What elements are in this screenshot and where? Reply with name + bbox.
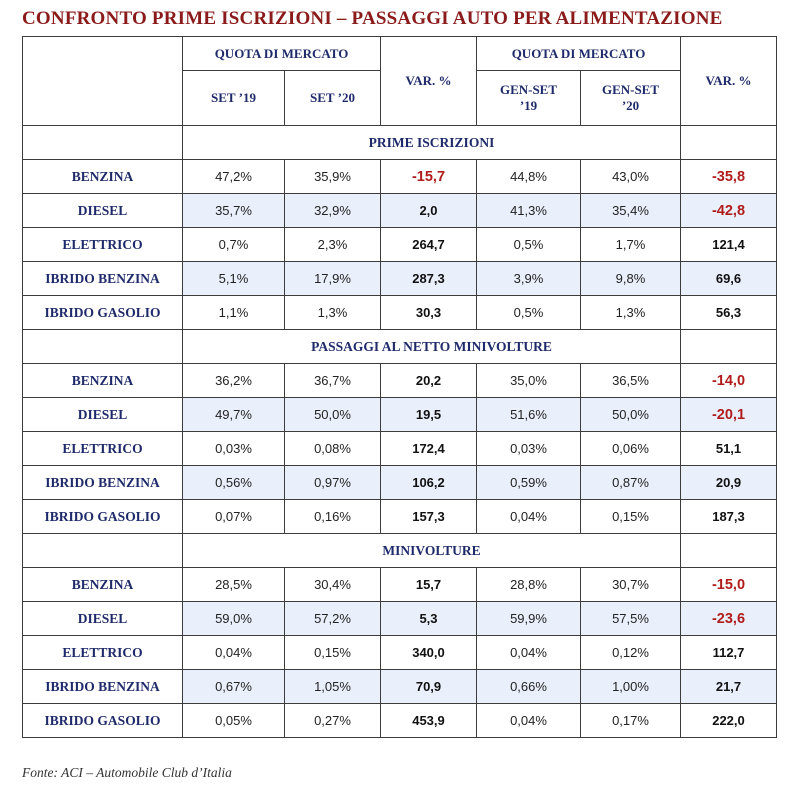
share-cell: 41,3% <box>477 194 581 228</box>
section-empty-right <box>681 330 777 364</box>
var-cell: 287,3 <box>381 262 477 296</box>
corner-cell <box>23 37 183 126</box>
var-cell: 112,7 <box>681 636 777 670</box>
share-cell: 0,03% <box>477 432 581 466</box>
row-label: DIESEL <box>23 398 183 432</box>
share-cell: 28,8% <box>477 568 581 602</box>
share-cell: 17,9% <box>285 262 381 296</box>
var-cell: 69,6 <box>681 262 777 296</box>
table-row <box>23 432 777 466</box>
share-cell: 5,1% <box>183 262 285 296</box>
row-label: ELETTRICO <box>23 636 183 670</box>
share-cell: 0,04% <box>477 704 581 738</box>
share-cell: 0,04% <box>183 636 285 670</box>
row-label: DIESEL <box>23 194 183 228</box>
var-cell: 56,3 <box>681 296 777 330</box>
share-cell: 1,05% <box>285 670 381 704</box>
section-empty-left <box>23 126 183 160</box>
var-header-ytd: VAR. % <box>681 37 777 126</box>
source-note: Fonte: ACI – Automobile Club d’Italia <box>22 765 232 780</box>
var-cell: 20,2 <box>381 364 477 398</box>
share-cell: 1,3% <box>581 296 681 330</box>
share-cell: 0,03% <box>183 432 285 466</box>
share-cell: 0,16% <box>285 500 381 534</box>
share-cell: 0,04% <box>477 500 581 534</box>
table-row <box>23 704 777 738</box>
table-row <box>23 466 777 500</box>
col-header-set20: SET ’20 <box>285 71 381 126</box>
var-cell: -15,7 <box>381 160 477 194</box>
fuel-comparison-table <box>22 36 777 738</box>
col-header-genset20 <box>581 71 681 126</box>
var-cell: 19,5 <box>381 398 477 432</box>
var-cell: 340,0 <box>381 636 477 670</box>
share-cell: 36,7% <box>285 364 381 398</box>
var-cell: 264,7 <box>381 228 477 262</box>
table-row <box>23 670 777 704</box>
var-cell: -20,1 <box>681 398 777 432</box>
share-cell: 2,3% <box>285 228 381 262</box>
row-label: IBRIDO GASOLIO <box>23 704 183 738</box>
var-cell: -15,0 <box>681 568 777 602</box>
table-row <box>23 568 777 602</box>
row-label: BENZINA <box>23 568 183 602</box>
row-label: IBRIDO BENZINA <box>23 466 183 500</box>
share-cell: 28,5% <box>183 568 285 602</box>
share-cell: 0,05% <box>183 704 285 738</box>
table-row <box>23 296 777 330</box>
var-cell: 15,7 <box>381 568 477 602</box>
share-cell: 35,0% <box>477 364 581 398</box>
row-label: DIESEL <box>23 602 183 636</box>
var-cell: 106,2 <box>381 466 477 500</box>
share-cell: 0,67% <box>183 670 285 704</box>
table-row <box>23 602 777 636</box>
table-body <box>23 37 777 738</box>
var-cell: 2,0 <box>381 194 477 228</box>
var-cell: 172,4 <box>381 432 477 466</box>
section-row-minivolture <box>23 534 777 568</box>
var-cell: 121,4 <box>681 228 777 262</box>
section-title: MINIVOLTURE <box>183 534 681 568</box>
share-cell: 1,3% <box>285 296 381 330</box>
share-cell: 0,5% <box>477 228 581 262</box>
share-cell: 0,59% <box>477 466 581 500</box>
share-cell: 9,8% <box>581 262 681 296</box>
share-cell: 0,17% <box>581 704 681 738</box>
share-cell: 0,04% <box>477 636 581 670</box>
share-cell: 3,9% <box>477 262 581 296</box>
share-cell: 35,4% <box>581 194 681 228</box>
quota-mercato-header-ytd: QUOTA DI MERCATO <box>477 37 681 71</box>
row-label: ELETTRICO <box>23 228 183 262</box>
table-title: CONFRONTO PRIME ISCRIZIONI – PASSAGGI AUTO PER ALIMENTAZIONE <box>22 8 723 29</box>
section-empty-right <box>681 534 777 568</box>
share-cell: 59,9% <box>477 602 581 636</box>
share-cell: 0,07% <box>183 500 285 534</box>
share-cell: 51,6% <box>477 398 581 432</box>
var-cell: 21,7 <box>681 670 777 704</box>
row-label: BENZINA <box>23 160 183 194</box>
share-cell: 49,7% <box>183 398 285 432</box>
share-cell: 1,1% <box>183 296 285 330</box>
share-cell: 35,7% <box>183 194 285 228</box>
var-cell: 187,3 <box>681 500 777 534</box>
var-cell: -23,6 <box>681 602 777 636</box>
share-cell: 30,4% <box>285 568 381 602</box>
share-cell: 36,5% <box>581 364 681 398</box>
share-cell: 50,0% <box>581 398 681 432</box>
share-cell: 50,0% <box>285 398 381 432</box>
row-label: IBRIDO BENZINA <box>23 670 183 704</box>
var-cell: -42,8 <box>681 194 777 228</box>
share-cell: 0,5% <box>477 296 581 330</box>
col-header-set19: SET ’19 <box>183 71 285 126</box>
share-cell: 0,87% <box>581 466 681 500</box>
share-cell: 0,06% <box>581 432 681 466</box>
share-cell: 0,56% <box>183 466 285 500</box>
share-cell: 0,08% <box>285 432 381 466</box>
share-cell: 32,9% <box>285 194 381 228</box>
share-cell: 0,97% <box>285 466 381 500</box>
share-cell: 35,9% <box>285 160 381 194</box>
col-header-genset19 <box>477 71 581 126</box>
share-cell: 0,27% <box>285 704 381 738</box>
share-cell: 0,66% <box>477 670 581 704</box>
table-row <box>23 636 777 670</box>
var-cell: 453,9 <box>381 704 477 738</box>
col-header-genset20-text: GEN-SET ’20 <box>601 82 660 113</box>
row-label: IBRIDO GASOLIO <box>23 500 183 534</box>
row-label: ELETTRICO <box>23 432 183 466</box>
share-cell: 36,2% <box>183 364 285 398</box>
row-label: IBRIDO GASOLIO <box>23 296 183 330</box>
share-cell: 44,8% <box>477 160 581 194</box>
table-row <box>23 364 777 398</box>
section-empty-left <box>23 534 183 568</box>
var-cell: 222,0 <box>681 704 777 738</box>
var-cell: 5,3 <box>381 602 477 636</box>
quota-mercato-header-month: QUOTA DI MERCATO <box>183 37 381 71</box>
share-cell: 0,12% <box>581 636 681 670</box>
section-empty-right <box>681 126 777 160</box>
section-row-passaggi-al-netto-minivolture <box>23 330 777 364</box>
table-row <box>23 500 777 534</box>
var-header-month: VAR. % <box>381 37 477 126</box>
share-cell: 0,15% <box>581 500 681 534</box>
table-row <box>23 398 777 432</box>
var-cell: 157,3 <box>381 500 477 534</box>
section-title: PRIME ISCRIZIONI <box>183 126 681 160</box>
section-title: PASSAGGI AL NETTO MINIVOLTURE <box>183 330 681 364</box>
col-header-genset19-text: GEN-SET ’19 <box>499 82 558 113</box>
header-row-1 <box>23 37 777 71</box>
var-cell: 51,1 <box>681 432 777 466</box>
share-cell: 43,0% <box>581 160 681 194</box>
var-cell: 30,3 <box>381 296 477 330</box>
table-row <box>23 160 777 194</box>
share-cell: 1,7% <box>581 228 681 262</box>
share-cell: 0,7% <box>183 228 285 262</box>
share-cell: 57,2% <box>285 602 381 636</box>
share-cell: 30,7% <box>581 568 681 602</box>
section-empty-left <box>23 330 183 364</box>
share-cell: 57,5% <box>581 602 681 636</box>
share-cell: 1,00% <box>581 670 681 704</box>
table-row <box>23 228 777 262</box>
table-row <box>23 262 777 296</box>
table-row <box>23 194 777 228</box>
section-row-prime-iscrizioni <box>23 126 777 160</box>
share-cell: 59,0% <box>183 602 285 636</box>
row-label: BENZINA <box>23 364 183 398</box>
row-label: IBRIDO BENZINA <box>23 262 183 296</box>
var-cell: 20,9 <box>681 466 777 500</box>
var-cell: -35,8 <box>681 160 777 194</box>
var-cell: -14,0 <box>681 364 777 398</box>
share-cell: 47,2% <box>183 160 285 194</box>
var-cell: 70,9 <box>381 670 477 704</box>
share-cell: 0,15% <box>285 636 381 670</box>
